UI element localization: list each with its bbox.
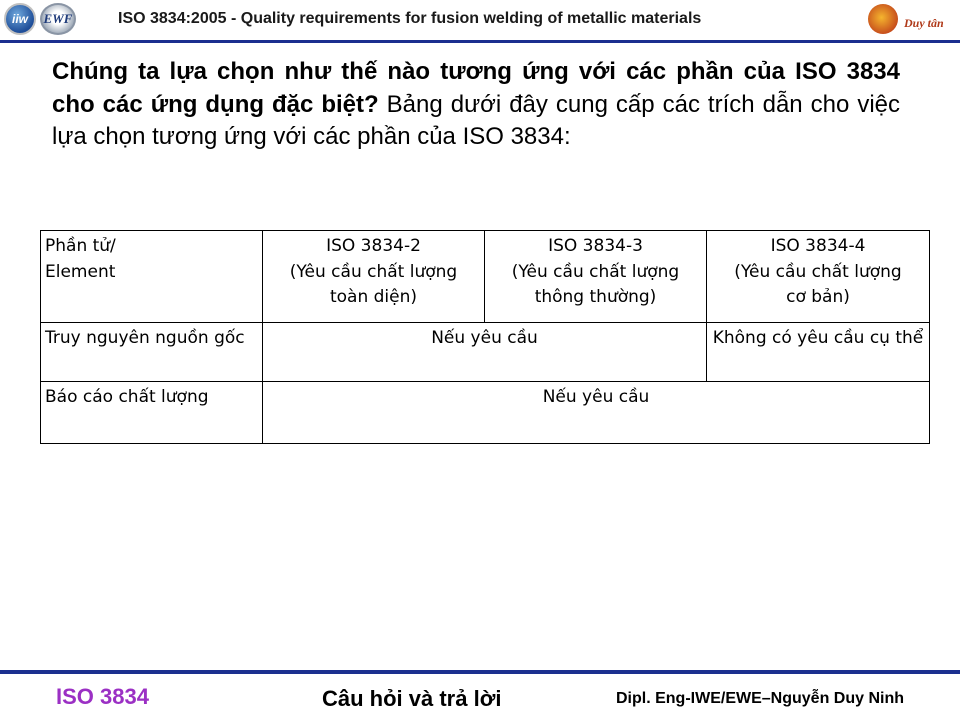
row-element-quality-report: Báo cáo chất lượng [41, 382, 263, 444]
header-cell-iso-3834-2: ISO 3834-2 (Yêu cầu chất lượng toàn diện) [263, 231, 485, 323]
intro-text: Bảng dưới đây cung cấp các trích dẫn cho việc lựa chọn tương ứng với các phần của ISO 3834: [52, 90, 900, 151]
slide-header [0, 0, 960, 42]
iiw-logo: iiw [4, 3, 36, 35]
table-row [41, 382, 930, 444]
duytan-logo [858, 2, 958, 40]
header-cell-iso-3834-4: ISO 3834-4 (Yêu cầu chất lượng cơ bản) [707, 231, 930, 323]
row-element-traceability: Truy nguyên nguồn gốc [41, 323, 263, 382]
footer-divider [0, 670, 960, 674]
selection-table [40, 230, 930, 444]
row-traceability-iso-4: Không có yêu cầu cụ thể [707, 323, 930, 382]
header-cell-iso-3834-3: ISO 3834-3 (Yêu cầu chất lượng thông thường) [485, 231, 707, 323]
header-cell-element: Phần tử/ Element [41, 231, 263, 323]
footer-standard: ISO 3834 [56, 684, 149, 709]
ewf-logo: EWF [40, 3, 76, 35]
intro-question: Chúng ta lựa chọn như thế nào tương ứng với các phần của ISO 3834 cho các ứng dụng đặc biệt? [52, 58, 900, 118]
row-traceability-iso-2-3: Nếu yêu cầu [263, 323, 707, 382]
intro-paragraph [52, 56, 900, 154]
duytan-logo-text: Duy tân [904, 16, 944, 30]
duytan-emblem-icon [868, 4, 898, 34]
header-title: ISO 3834:2005 - Quality requirements for fusion welding of metallic materials [118, 10, 702, 27]
footer-section-title: Câu hỏi và trả lời [322, 686, 502, 711]
row-quality-report-all: Nếu yêu cầu [263, 382, 930, 444]
footer-author: Dipl. Eng-IWE/EWE–Nguyễn Duy Ninh [616, 690, 904, 707]
table-header-row [41, 231, 930, 323]
header-divider [0, 40, 960, 43]
table-row [41, 323, 930, 382]
